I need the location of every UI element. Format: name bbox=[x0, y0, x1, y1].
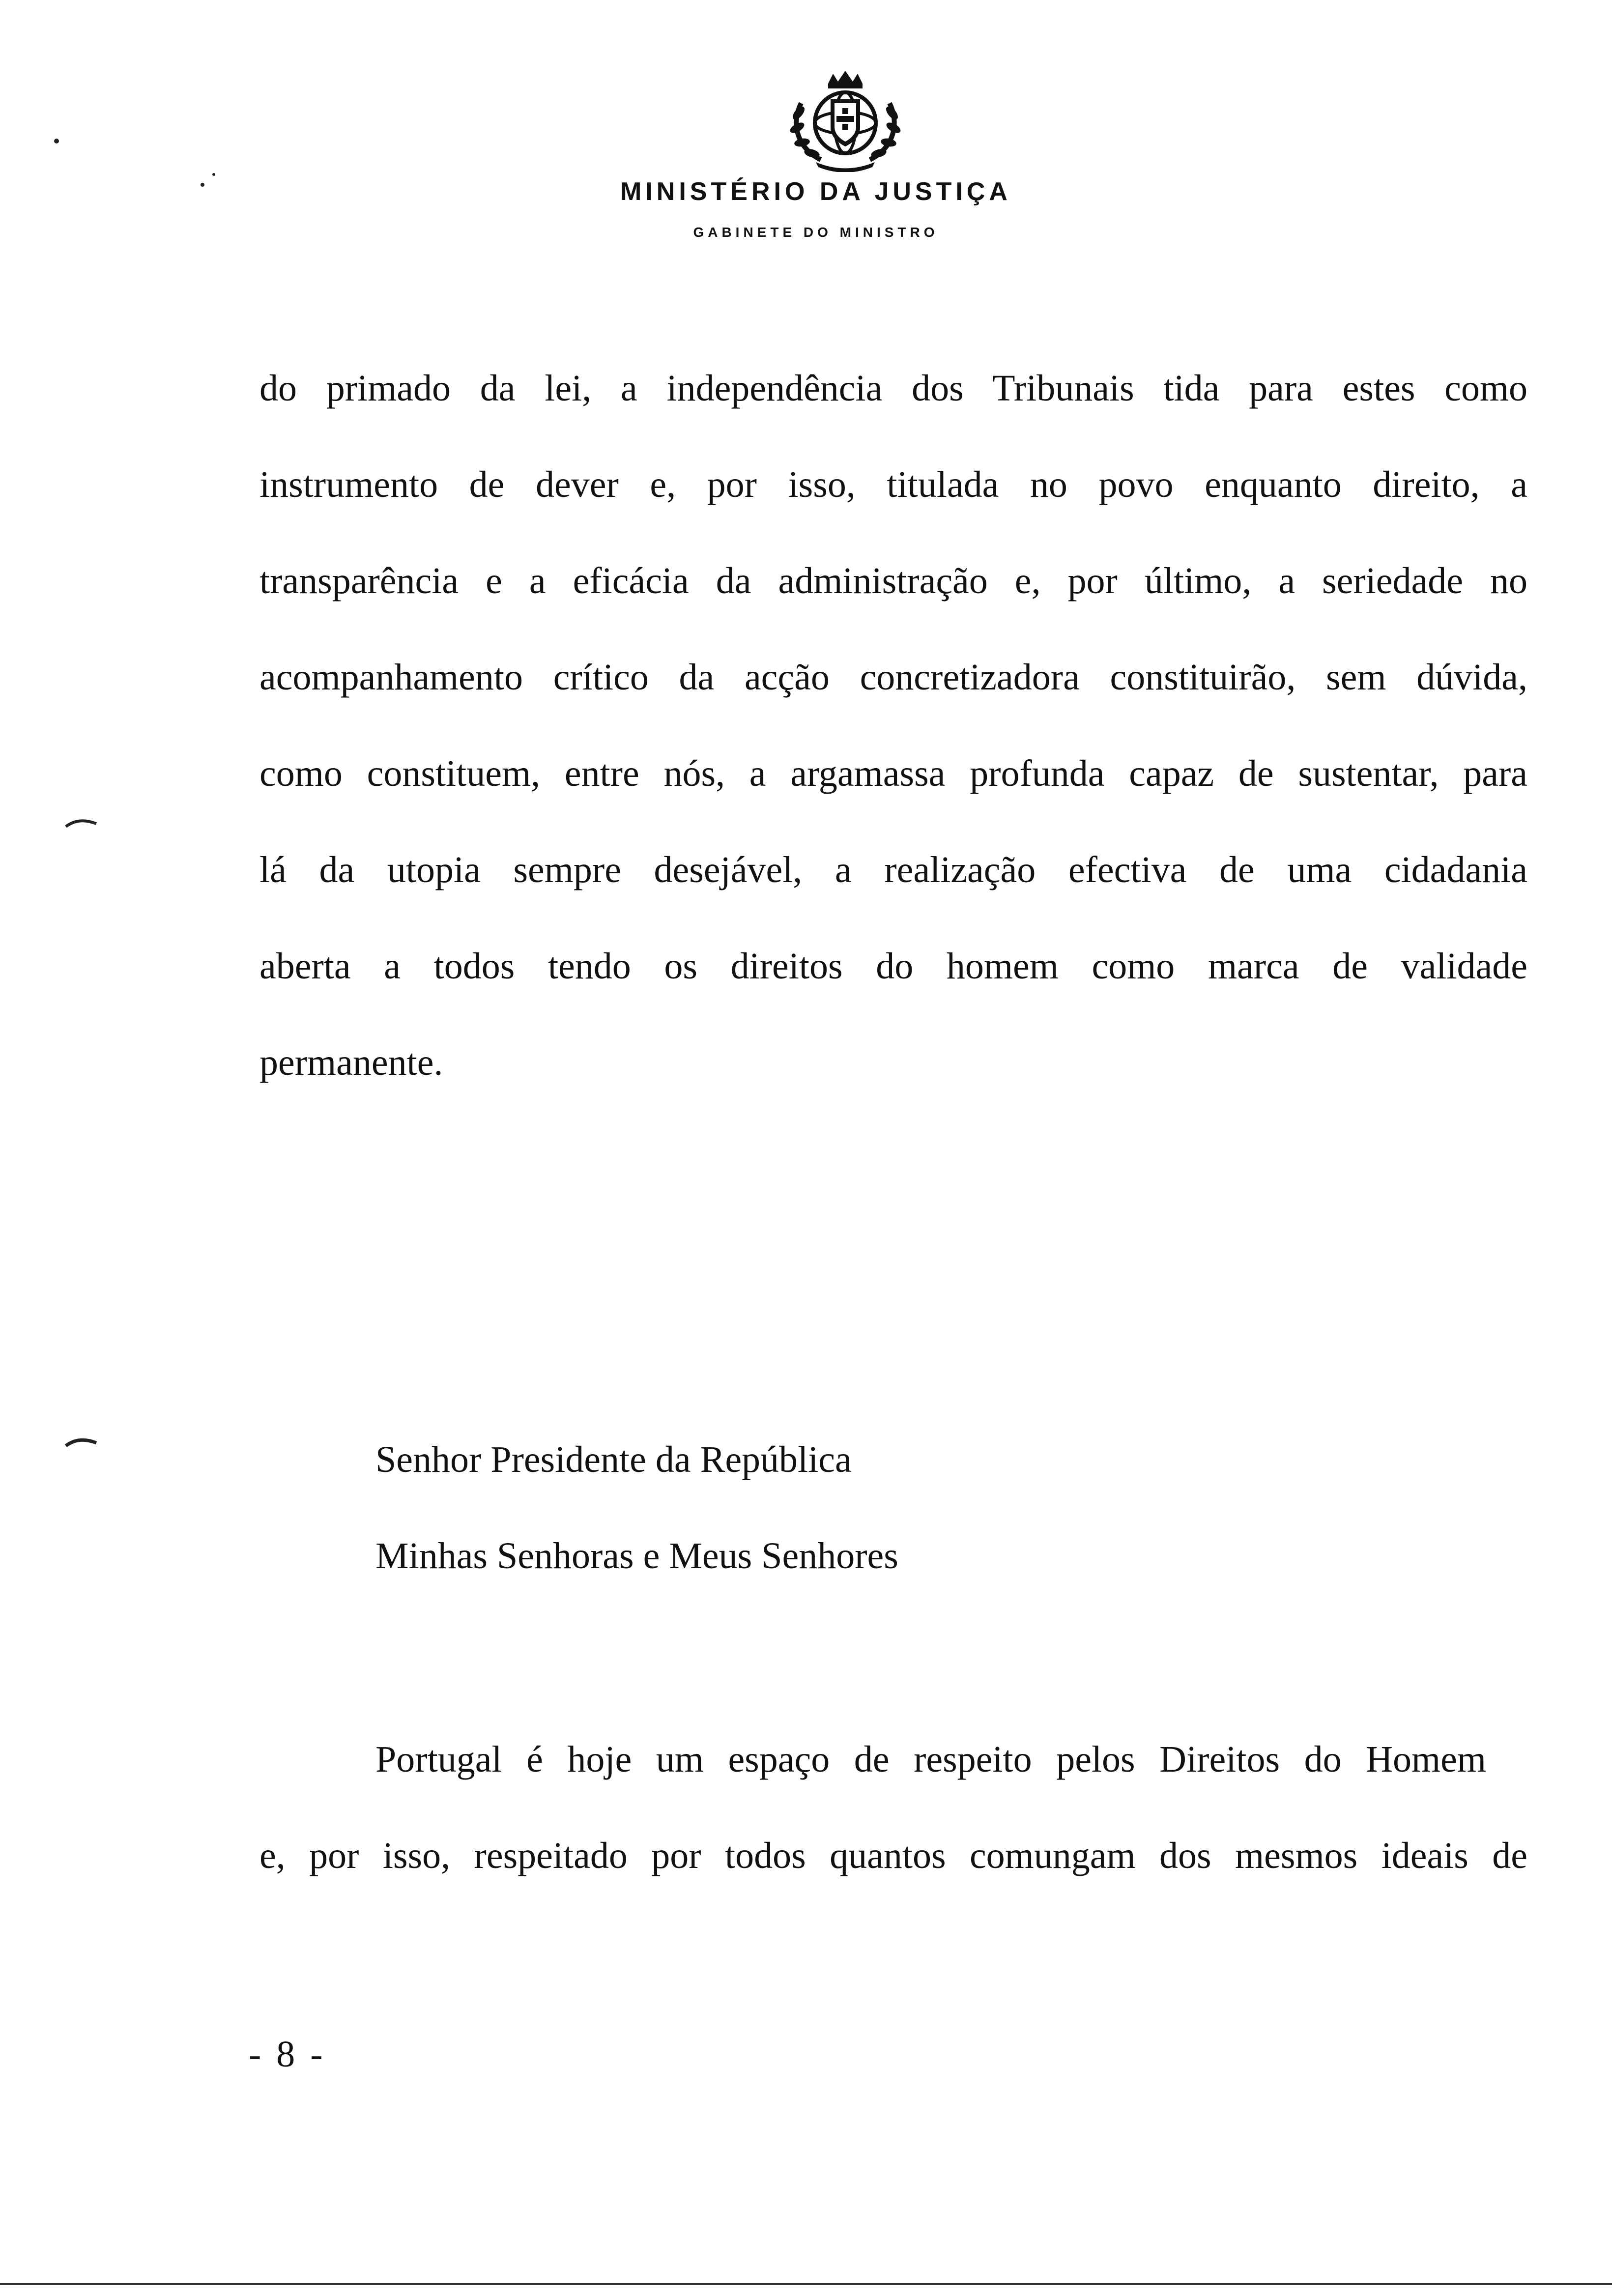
cabinet-name: GABINETE DO MINISTRO bbox=[693, 225, 939, 240]
paragraph-line: aberta a todos tendo os direitos do homem como marca de validade bbox=[259, 946, 1527, 987]
paragraph-line: permanente. bbox=[259, 1042, 443, 1083]
paragraph-line: Portugal é hoje um espaço de respeito pelos Direitos do Homem bbox=[375, 1739, 1486, 1780]
paragraph-line: como constituem, entre nós, a argamassa profunda capaz de sustentar, para bbox=[259, 753, 1527, 794]
scan-speck bbox=[201, 183, 204, 187]
salutation-line: Minhas Senhoras e Meus Senhores bbox=[375, 1535, 898, 1577]
paragraph-line: transparência e a eficácia da administração e, por último, a seriedade no bbox=[259, 560, 1527, 602]
coat-of-arms-icon bbox=[781, 69, 909, 172]
scan-mark bbox=[64, 1435, 98, 1450]
scan-speck bbox=[212, 173, 215, 176]
paragraph-line: acompanhamento crítico da acção concretizadora constituirão, sem dúvida, bbox=[259, 657, 1527, 698]
paragraph-line: lá da utopia sempre desejável, a realização efectiva de uma cidadania bbox=[259, 849, 1527, 890]
paragraph-portugal bbox=[259, 1735, 1527, 1927]
paragraph-line: instrumento de dever e, por isso, titulada no povo enquanto direito, a bbox=[259, 464, 1527, 505]
page-number: - 8 - bbox=[249, 2034, 326, 2075]
salutation bbox=[375, 1435, 898, 1628]
scan-speck bbox=[54, 139, 59, 144]
ministry-name: MINISTÉRIO DA JUSTIÇA bbox=[620, 177, 1011, 206]
page-edge-rule bbox=[0, 2283, 1612, 2285]
salutation-line: Senhor Presidente da República bbox=[375, 1439, 852, 1480]
paragraph-continuation bbox=[259, 364, 1527, 1134]
scan-mark bbox=[64, 816, 98, 831]
paragraph-line: do primado da lei, a independência dos Tribunais tida para estes como bbox=[259, 368, 1527, 409]
paragraph-line: e, por isso, respeitado por todos quantos comungam dos mesmos ideais de bbox=[259, 1835, 1527, 1876]
